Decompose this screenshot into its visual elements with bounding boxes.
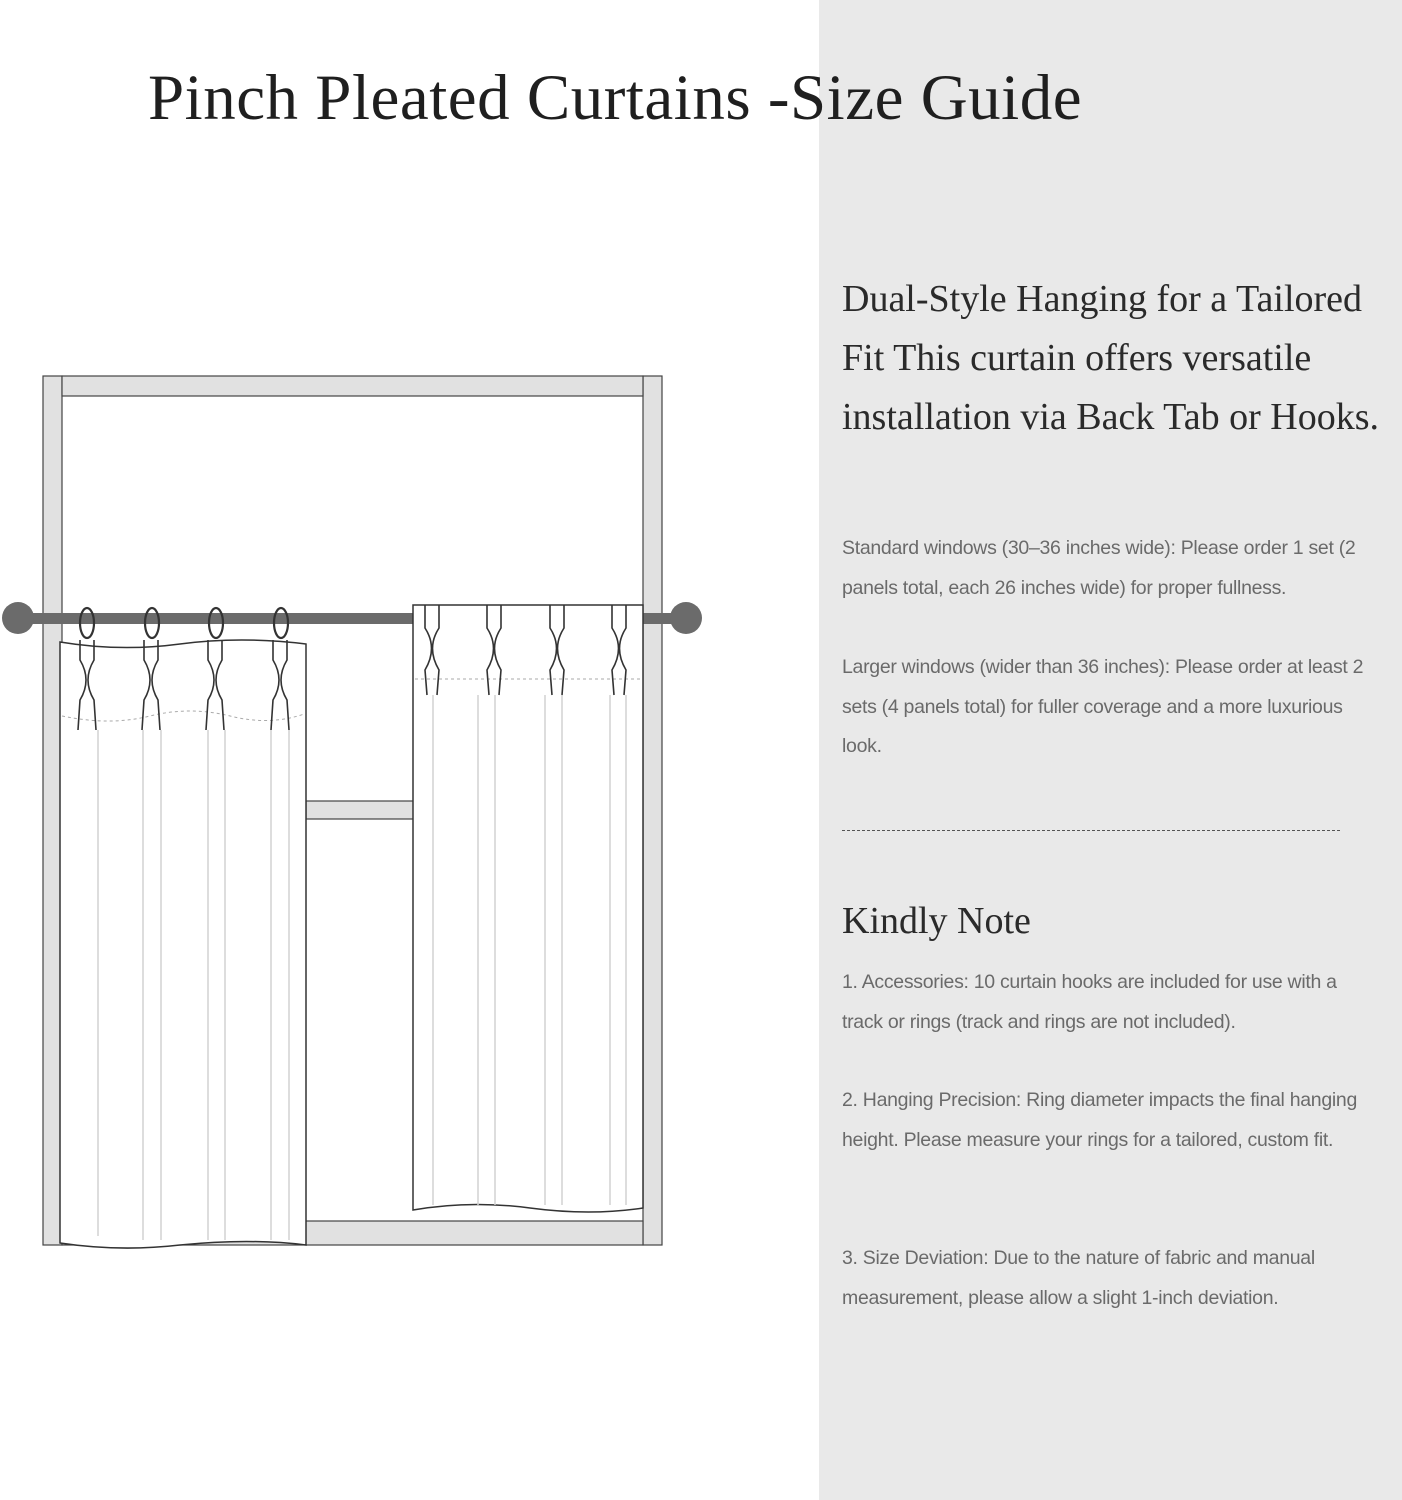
note-accessories: 1. Accessories: 10 curtain hooks are included for use with a track or rings (track and rings are not included).: [842, 971, 1337, 1033]
note-title: Kindly Note: [842, 900, 1031, 942]
frame-middle-rail: [306, 801, 414, 819]
section-divider: [842, 830, 1340, 831]
curtain-panel-right: [413, 605, 643, 1212]
frame-top: [62, 376, 643, 396]
note-size-deviation: 3. Size Deviation: Due to the nature of fabric and manual measurement, please allow a slight 1-inch deviation.: [842, 1247, 1315, 1309]
rod-finial-left: [2, 602, 34, 634]
larger-windows-text: Larger windows (wider than 36 inches): Please order at least 2 sets (4 panels total) for fuller coverage and a more luxurious look.: [842, 656, 1364, 757]
hanging-heading: Dual-Style Hanging for a Tailored Fit This curtain offers versatile installation via Back Tab or Hooks.: [842, 278, 1379, 438]
page-title: Pinch Pleated Curtains -Size Guide: [148, 62, 1083, 134]
rod-finial-right: [670, 602, 702, 634]
standard-windows-text: Standard windows (30–36 inches wide): Please order 1 set (2 panels total, each 26 inches wide) for proper fullness.: [842, 537, 1356, 599]
curtain-panel-left: [60, 608, 306, 1248]
note-hanging-precision: 2. Hanging Precision: Ring diameter impacts the final hanging height. Please measure your rings for a tailored, custom fit.: [842, 1089, 1357, 1151]
frame-right: [643, 376, 662, 1245]
frame-left: [43, 376, 62, 1245]
